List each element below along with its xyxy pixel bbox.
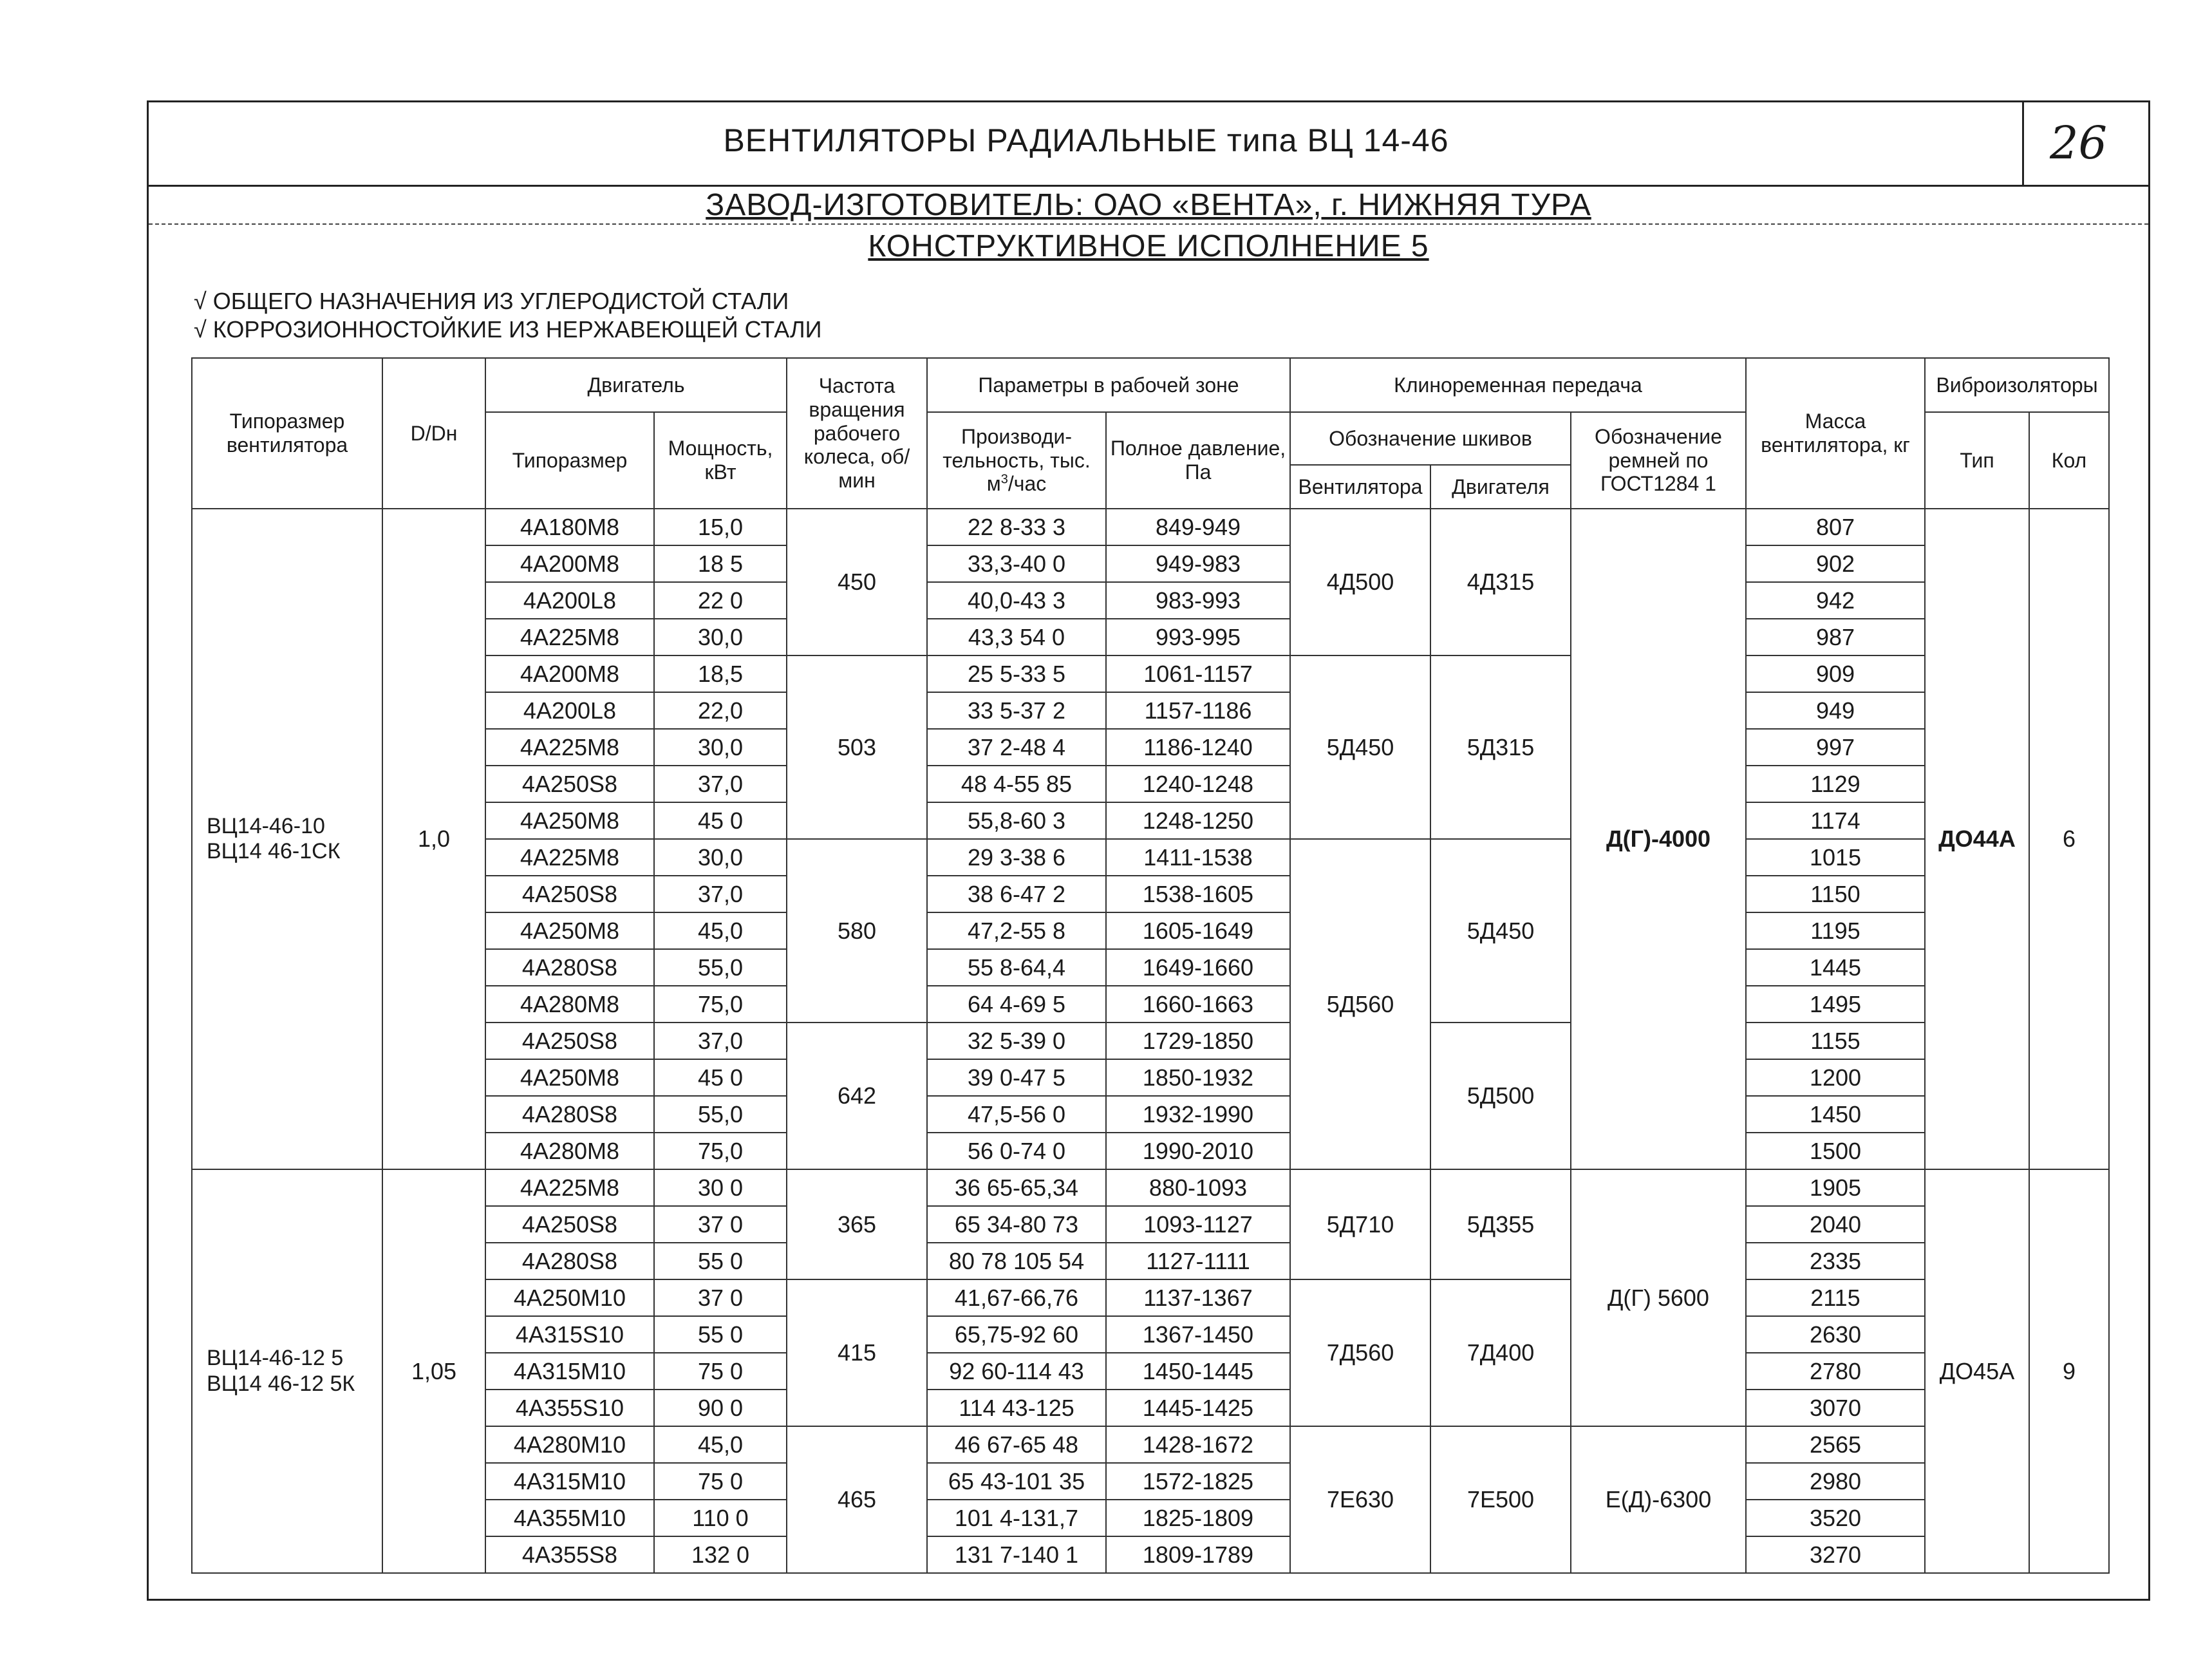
motor-power-cell: 45,0: [654, 1426, 787, 1463]
col-motor: Двигатель: [485, 358, 787, 412]
col-capacity: Производи-тельность, тыс. $м^3$/час: [927, 412, 1106, 509]
capacity-cell: 33,3-40 0: [927, 545, 1106, 582]
capacity-cell: 48 4-55 85: [927, 766, 1106, 802]
pressure-cell: 983-993: [1106, 582, 1290, 619]
mass-cell: 2630: [1746, 1316, 1925, 1353]
design-heading: КОНСТРУКТИВНОЕ ИСПОЛНЕНИЕ 5: [868, 229, 1429, 263]
pulley-motor-cell: 7Е500: [1430, 1426, 1571, 1573]
capacity-cell: 80 78 105 54: [927, 1243, 1106, 1279]
col-pulley-motor: Двигателя: [1430, 465, 1571, 509]
pressure-cell: 1186-1240: [1106, 729, 1290, 766]
mass-cell: 949: [1746, 692, 1925, 729]
capacity-cell: 25 5-33 5: [927, 655, 1106, 692]
col-motor-power: Мощность, кВт: [654, 412, 787, 509]
motor-power-cell: 75 0: [654, 1353, 787, 1390]
motor-type-cell: 4А280М8: [485, 1133, 654, 1169]
motor-type-cell: 4А250S8: [485, 1023, 654, 1059]
mass-cell: 2980: [1746, 1463, 1925, 1500]
motor-type-cell: 4А315М10: [485, 1463, 654, 1500]
motor-type-cell: 4А225М8: [485, 839, 654, 876]
pulley-motor-cell: 5Д450: [1430, 839, 1571, 1023]
capacity-cell: 22 8-33 3: [927, 509, 1106, 545]
capacity-cell: 47,5-56 0: [927, 1096, 1106, 1133]
capacity-cell: 114 43-125: [927, 1390, 1106, 1426]
motor-type-cell: 4А250S8: [485, 1206, 654, 1243]
pulley-fan-cell: 5Д450: [1290, 655, 1430, 839]
mass-cell: 1450: [1746, 1096, 1925, 1133]
mass-cell: 987: [1746, 619, 1925, 655]
capacity-cell: 55 8-64,4: [927, 949, 1106, 986]
motor-type-cell: 4А315S10: [485, 1316, 654, 1353]
capacity-cell: 33 5-37 2: [927, 692, 1106, 729]
capacity-cell: 65,75-92 60: [927, 1316, 1106, 1353]
mass-cell: 1905: [1746, 1169, 1925, 1206]
pulley-fan-cell: 7Д560: [1290, 1279, 1430, 1426]
motor-power-cell: 15,0: [654, 509, 787, 545]
spec-table: [191, 357, 2110, 1574]
col-belt-drive: Клиноременная передача: [1290, 358, 1746, 412]
motor-type-cell: 4А250М10: [485, 1279, 654, 1316]
capacity-cell: 56 0-74 0: [927, 1133, 1106, 1169]
capacity-cell: 46 67-65 48: [927, 1426, 1106, 1463]
pressure-cell: 1445-1425: [1106, 1390, 1290, 1426]
mass-cell: 1155: [1746, 1023, 1925, 1059]
mass-cell: 2565: [1746, 1426, 1925, 1463]
capacity-cell: 65 43-101 35: [927, 1463, 1106, 1500]
capacity-cell: 41,67-66,76: [927, 1279, 1106, 1316]
motor-type-cell: 4А250М8: [485, 912, 654, 949]
mass-cell: 2040: [1746, 1206, 1925, 1243]
motor-type-cell: 4А355S10: [485, 1390, 654, 1426]
manufacturer-heading: ЗАВОД-ИЗГОТОВИТЕЛЬ: ОАО «ВЕНТА», г. НИЖНЯЯ ТУРА: [706, 188, 1591, 222]
motor-power-cell: 45 0: [654, 802, 787, 839]
title-bar: [149, 102, 2148, 187]
motor-power-cell: 45,0: [654, 912, 787, 949]
col-pulley-fan: Вентилятора: [1290, 465, 1430, 509]
mass-cell: 997: [1746, 729, 1925, 766]
pressure-cell: 1809-1789: [1106, 1536, 1290, 1573]
motor-power-cell: 90 0: [654, 1390, 787, 1426]
motor-power-cell: 30,0: [654, 619, 787, 655]
capacity-cell: 36 65-65,34: [927, 1169, 1106, 1206]
motor-power-cell: 75,0: [654, 1133, 787, 1169]
vibro-count-cell: 9: [2029, 1169, 2109, 1573]
motor-type-cell: 4А225М8: [485, 1169, 654, 1206]
pressure-cell: 1850-1932: [1106, 1059, 1290, 1096]
mass-cell: 2335: [1746, 1243, 1925, 1279]
table-row: [192, 509, 2109, 545]
capacity-cell: 101 4-131,7: [927, 1500, 1106, 1536]
pressure-cell: 1428-1672: [1106, 1426, 1290, 1463]
motor-type-cell: 4А200L8: [485, 582, 654, 619]
capacity-cell: 39 0-47 5: [927, 1059, 1106, 1096]
capacity-cell: 92 60-114 43: [927, 1353, 1106, 1390]
motor-type-cell: 4А280S8: [485, 1243, 654, 1279]
pulley-fan-cell: 5Д710: [1290, 1169, 1430, 1279]
pressure-cell: 1240-1248: [1106, 766, 1290, 802]
pulley-motor-cell: 7Д400: [1430, 1279, 1571, 1426]
motor-type-cell: 4А225М8: [485, 619, 654, 655]
col-belts: Обозначение ремней по ГОСТ1284 1: [1571, 412, 1746, 509]
mass-cell: 909: [1746, 655, 1925, 692]
pulley-motor-cell: 5Д355: [1430, 1169, 1571, 1279]
page-title: ВЕНТИЛЯТОРЫ РАДИАЛЬНЫЕ типа ВЦ 14-46: [723, 122, 1449, 158]
capacity-cell: 131 7-140 1: [927, 1536, 1106, 1573]
belt-cell: Е(Д)-6300: [1571, 1426, 1746, 1573]
pulley-motor-cell: 4Д315: [1430, 509, 1571, 655]
motor-type-cell: 4А250М8: [485, 1059, 654, 1096]
mass-cell: 1150: [1746, 876, 1925, 912]
motor-type-cell: 4А225М8: [485, 729, 654, 766]
capacity-cell: 47,2-55 8: [927, 912, 1106, 949]
pressure-cell: 1061-1157: [1106, 655, 1290, 692]
motor-type-cell: 4А280М10: [485, 1426, 654, 1463]
motor-type-cell: 4А200М8: [485, 655, 654, 692]
pulley-fan-cell: 7Е630: [1290, 1426, 1430, 1573]
motor-power-cell: 30 0: [654, 1169, 787, 1206]
motor-power-cell: 55 0: [654, 1243, 787, 1279]
col-pressure: Полное давление, Па: [1106, 412, 1290, 509]
motor-type-cell: 4А355S8: [485, 1536, 654, 1573]
motor-power-cell: 22 0: [654, 582, 787, 619]
motor-type-cell: 4А200L8: [485, 692, 654, 729]
pressure-cell: 1093-1127: [1106, 1206, 1290, 1243]
mass-cell: 1195: [1746, 912, 1925, 949]
motor-power-cell: 37,0: [654, 1023, 787, 1059]
motor-type-cell: 4А355М10: [485, 1500, 654, 1536]
pressure-cell: 1367-1450: [1106, 1316, 1290, 1353]
mass-cell: 3270: [1746, 1536, 1925, 1573]
fan-size-cell: ВЦ14-46-10 ВЦ14 46-1СК: [192, 509, 382, 1169]
mass-cell: 942: [1746, 582, 1925, 619]
speed-cell: 365: [787, 1169, 927, 1279]
motor-power-cell: 37,0: [654, 766, 787, 802]
ddn-cell: 1,05: [382, 1169, 485, 1573]
speed-cell: 503: [787, 655, 927, 839]
capacity-cell: 43,3 54 0: [927, 619, 1106, 655]
capacity-cell: 40,0-43 3: [927, 582, 1106, 619]
motor-type-cell: 4А315М10: [485, 1353, 654, 1390]
mass-cell: 2780: [1746, 1353, 1925, 1390]
belt-cell: Д(Г) 5600: [1571, 1169, 1746, 1426]
col-ddn: D/Dн: [382, 358, 485, 509]
mass-cell: 807: [1746, 509, 1925, 545]
motor-power-cell: 55 0: [654, 1316, 787, 1353]
pressure-cell: 1450-1445: [1106, 1353, 1290, 1390]
motor-power-cell: 30,0: [654, 839, 787, 876]
note-stainless: √ КОРРОЗИОННОСТОЙКИЕ ИЗ НЕРЖАВЕЮЩЕЙ СТАЛИ: [194, 316, 822, 343]
capacity-cell: 55,8-60 3: [927, 802, 1106, 839]
mass-cell: 1500: [1746, 1133, 1925, 1169]
motor-power-cell: 37,0: [654, 876, 787, 912]
speed-cell: 642: [787, 1023, 927, 1169]
ddn-cell: 1,0: [382, 509, 485, 1169]
capacity-cell: 37 2-48 4: [927, 729, 1106, 766]
pressure-cell: 1248-1250: [1106, 802, 1290, 839]
pressure-cell: 1932-1990: [1106, 1096, 1290, 1133]
pressure-cell: 880-1093: [1106, 1169, 1290, 1206]
capacity-cell: 64 4-69 5: [927, 986, 1106, 1023]
pressure-cell: 1538-1605: [1106, 876, 1290, 912]
pressure-cell: 1825-1809: [1106, 1500, 1290, 1536]
motor-power-cell: 55,0: [654, 949, 787, 986]
mass-cell: 1129: [1746, 766, 1925, 802]
mass-cell: 1445: [1746, 949, 1925, 986]
motor-power-cell: 37 0: [654, 1279, 787, 1316]
motor-type-cell: 4А280S8: [485, 949, 654, 986]
pressure-cell: 993-995: [1106, 619, 1290, 655]
motor-type-cell: 4А200М8: [485, 545, 654, 582]
pulley-fan-cell: 4Д500: [1290, 509, 1430, 655]
col-vibro-type: Тип: [1925, 412, 2029, 509]
col-motor-type: Типоразмер: [485, 412, 654, 509]
col-pulleys: Обозначение шкивов: [1290, 412, 1571, 465]
page-number: 26: [2050, 117, 2108, 169]
pressure-cell: 1411-1538: [1106, 839, 1290, 876]
pressure-cell: 1660-1663: [1106, 986, 1290, 1023]
mass-cell: 2115: [1746, 1279, 1925, 1316]
pressure-cell: 1729-1850: [1106, 1023, 1290, 1059]
speed-cell: 415: [787, 1279, 927, 1426]
col-params: Параметры в рабочей зоне: [927, 358, 1290, 412]
motor-power-cell: 110 0: [654, 1500, 787, 1536]
pulley-fan-cell: 5Д560: [1290, 839, 1430, 1169]
motor-power-cell: 55,0: [654, 1096, 787, 1133]
divider: [149, 223, 2148, 225]
pressure-cell: 1157-1186: [1106, 692, 1290, 729]
motor-power-cell: 75,0: [654, 986, 787, 1023]
pressure-cell: 949-983: [1106, 545, 1290, 582]
mass-cell: 1015: [1746, 839, 1925, 876]
col-size: Типоразмер вентилятора: [192, 358, 382, 509]
pressure-cell: 1137-1367: [1106, 1279, 1290, 1316]
page-frame: [147, 100, 2150, 1601]
motor-power-cell: 18 5: [654, 545, 787, 582]
motor-power-cell: 132 0: [654, 1536, 787, 1573]
motor-type-cell: 4А250М8: [485, 802, 654, 839]
vibro-type-cell: ДО44А: [1925, 509, 2029, 1169]
mass-cell: 902: [1746, 545, 1925, 582]
vibro-type-cell: ДО45А: [1925, 1169, 2029, 1573]
motor-power-cell: 37 0: [654, 1206, 787, 1243]
col-speed: Частота вращения рабочего колеса, об/мин: [787, 358, 927, 509]
speed-cell: 580: [787, 839, 927, 1023]
vibro-count-cell: 6: [2029, 509, 2109, 1169]
note-general: √ ОБЩЕГО НАЗНАЧЕНИЯ ИЗ УГЛЕРОДИСТОЙ СТАЛИ: [194, 288, 789, 314]
speed-cell: 465: [787, 1426, 927, 1573]
motor-type-cell: 4А250S8: [485, 876, 654, 912]
pressure-cell: 1127-1111: [1106, 1243, 1290, 1279]
belt-cell: Д(Г)-4000: [1571, 509, 1746, 1169]
capacity-cell: 32 5-39 0: [927, 1023, 1106, 1059]
motor-type-cell: 4А280S8: [485, 1096, 654, 1133]
motor-type-cell: 4А180М8: [485, 509, 654, 545]
pressure-cell: 1572-1825: [1106, 1463, 1290, 1500]
col-vibro-count: Кол: [2029, 412, 2109, 509]
speed-cell: 450: [787, 509, 927, 655]
pressure-cell: 1605-1649: [1106, 912, 1290, 949]
motor-power-cell: 22,0: [654, 692, 787, 729]
motor-power-cell: 30,0: [654, 729, 787, 766]
table-row: [192, 1169, 2109, 1206]
motor-type-cell: 4А250S8: [485, 766, 654, 802]
mass-cell: 3070: [1746, 1390, 1925, 1426]
capacity-cell: 29 3-38 6: [927, 839, 1106, 876]
mass-cell: 1174: [1746, 802, 1925, 839]
motor-power-cell: 75 0: [654, 1463, 787, 1500]
mass-cell: 3520: [1746, 1500, 1925, 1536]
motor-type-cell: 4А280М8: [485, 986, 654, 1023]
pulley-motor-cell: 5Д500: [1430, 1023, 1571, 1169]
page-number-box: [2022, 102, 2150, 185]
motor-power-cell: 18,5: [654, 655, 787, 692]
pressure-cell: 1990-2010: [1106, 1133, 1290, 1169]
pressure-cell: 1649-1660: [1106, 949, 1290, 986]
capacity-cell: 38 6-47 2: [927, 876, 1106, 912]
mass-cell: 1495: [1746, 986, 1925, 1023]
col-vibro: Виброизоляторы: [1925, 358, 2109, 412]
mass-cell: 1200: [1746, 1059, 1925, 1096]
capacity-cell: 65 34-80 73: [927, 1206, 1106, 1243]
fan-size-cell: ВЦ14-46-12 5 ВЦ14 46-12 5К: [192, 1169, 382, 1573]
pulley-motor-cell: 5Д315: [1430, 655, 1571, 839]
col-mass: Масса вентилятора, кг: [1746, 358, 1925, 509]
motor-power-cell: 45 0: [654, 1059, 787, 1096]
pressure-cell: 849-949: [1106, 509, 1290, 545]
